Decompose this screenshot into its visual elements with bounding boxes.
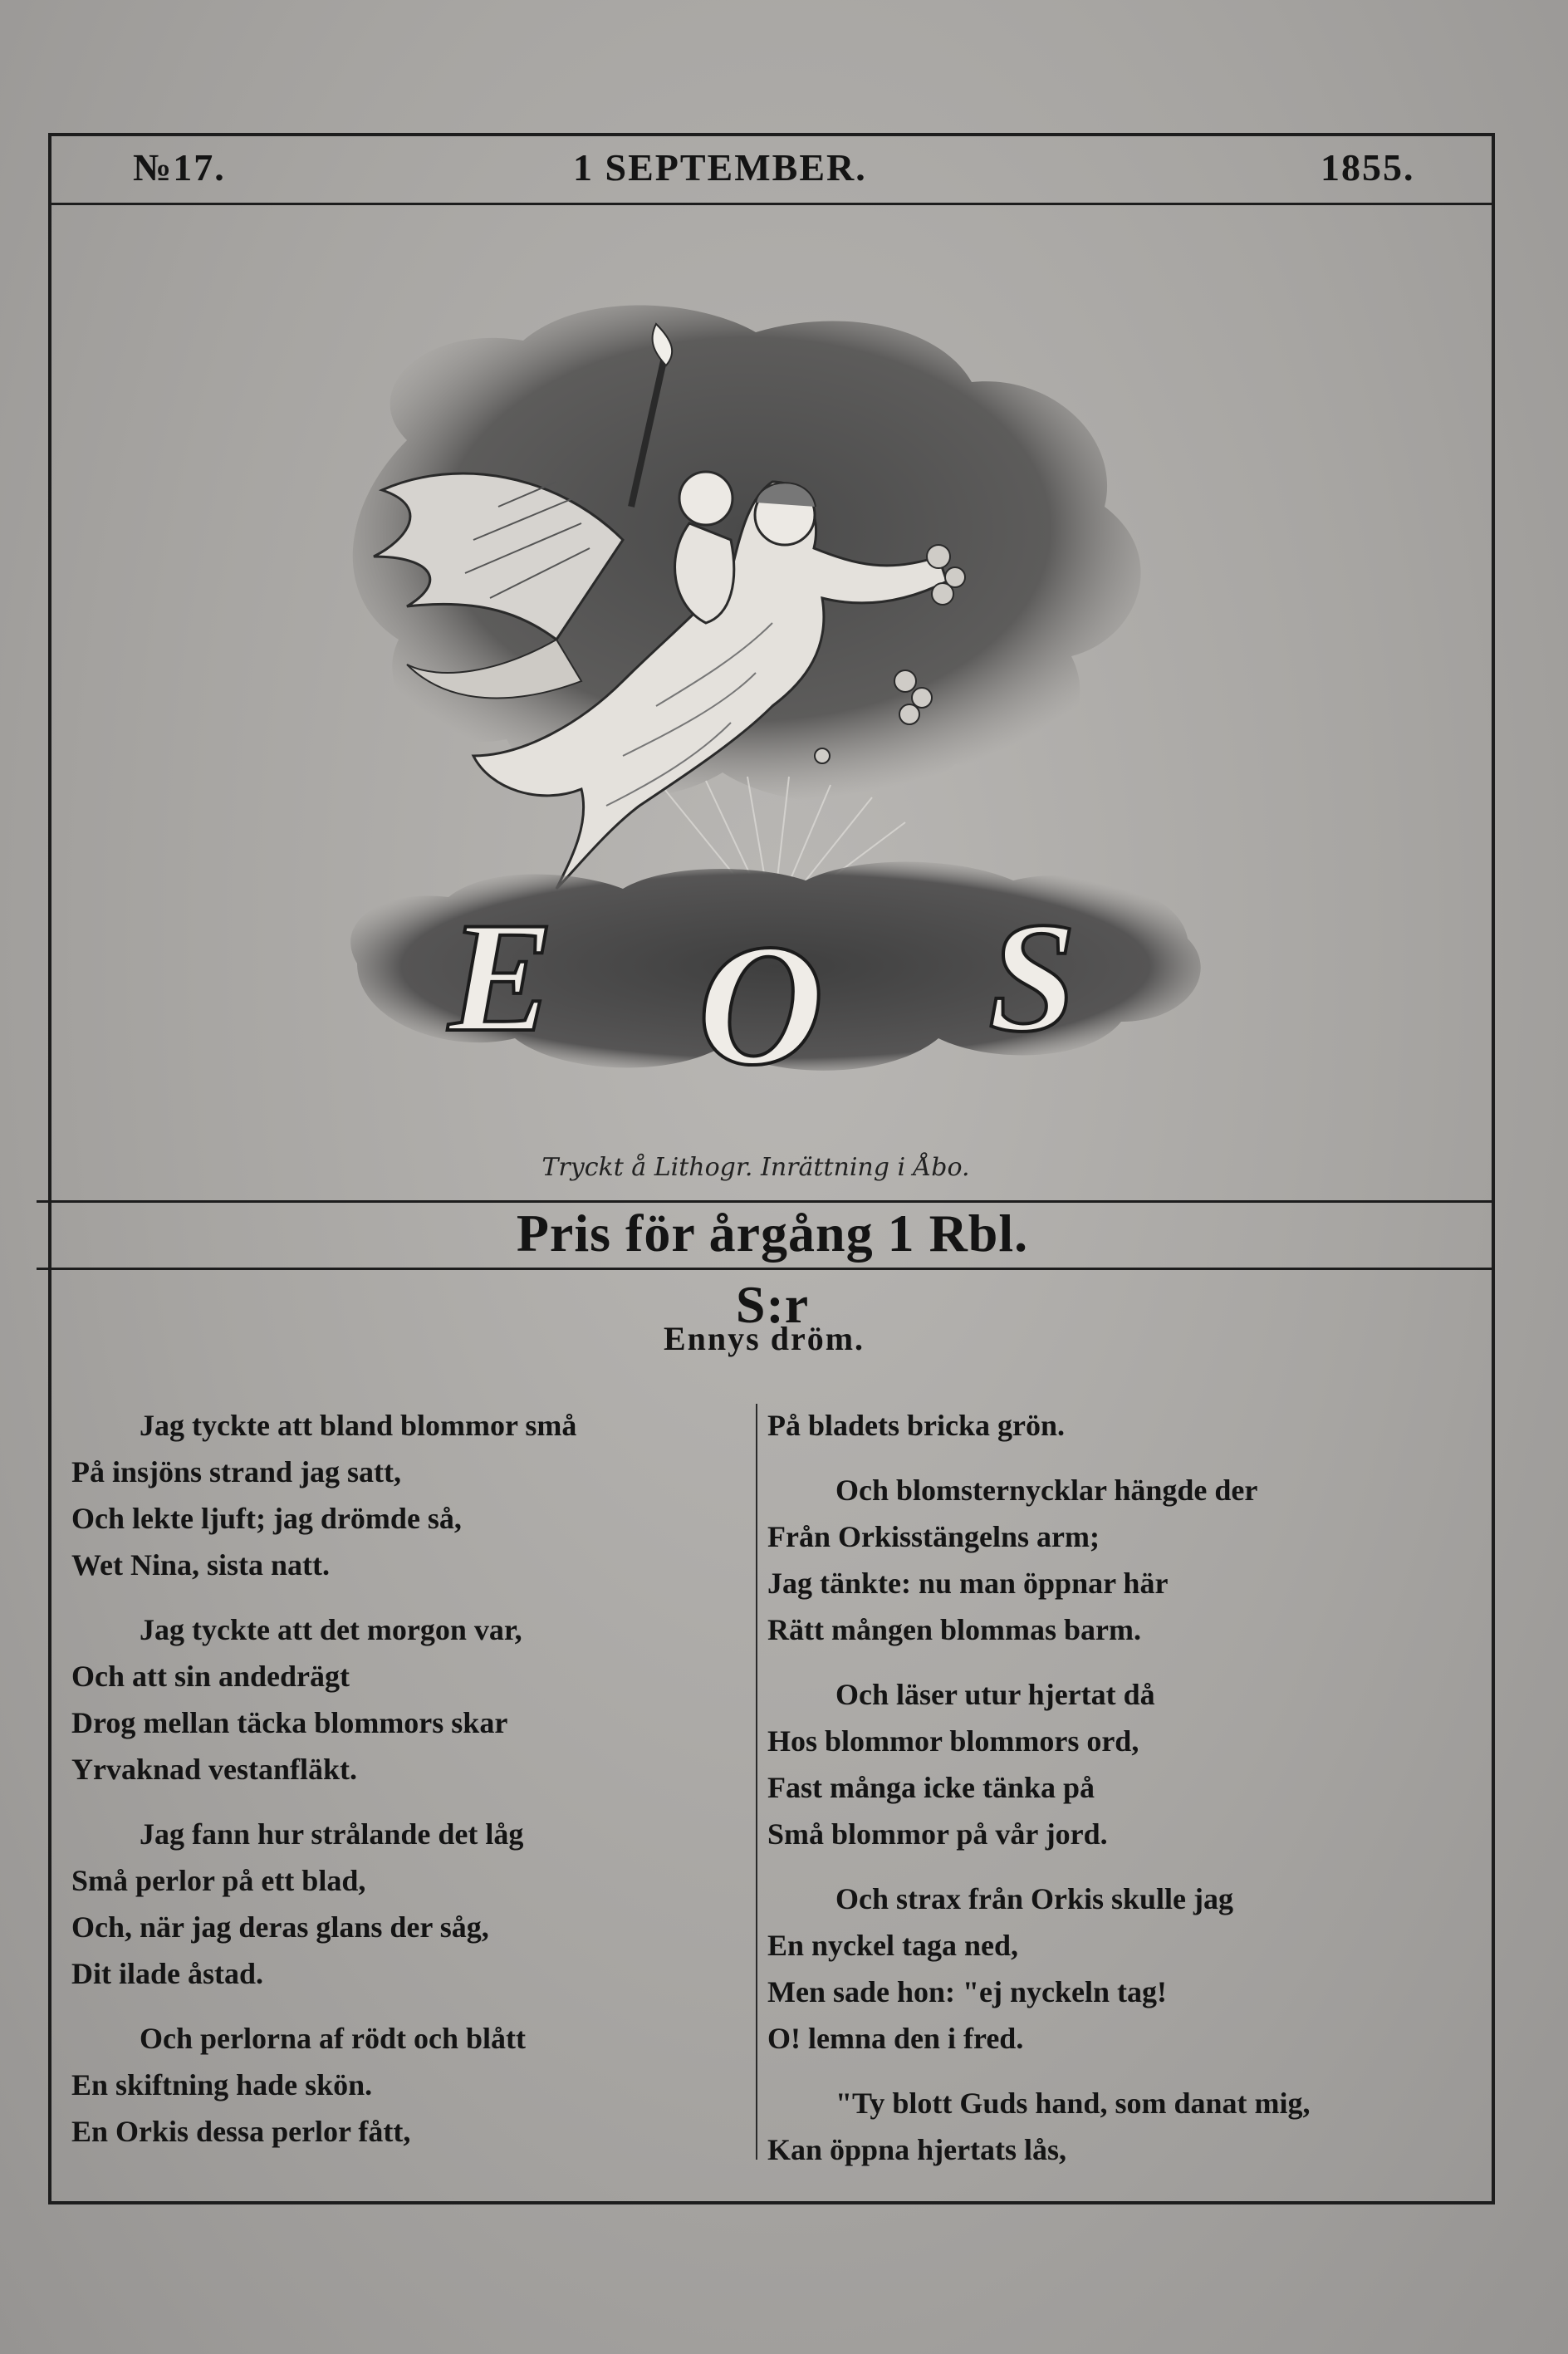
poem-line: Och strax från Orkis skulle jag xyxy=(835,1882,1234,1915)
poem-line: Och att sin andedrägt xyxy=(71,1660,350,1693)
stanza xyxy=(71,1402,736,1588)
issue-date: 1 SEPTEMBER. xyxy=(573,146,867,189)
poem-line: Jag tänkte: nu man öppnar här xyxy=(767,1567,1169,1600)
stanza xyxy=(767,2080,1482,2173)
poem-line: "Ty blott Guds hand, som danat mig, xyxy=(835,2087,1311,2120)
column-divider xyxy=(756,1404,757,2160)
svg-text:S: S xyxy=(988,890,1076,1065)
poem-line: Och lekte ljuft; jag drömde så, xyxy=(71,1502,462,1535)
poem-line: En Orkis dessa perlor fått, xyxy=(71,2115,411,2148)
poem-line: Hos blommor blommors ord, xyxy=(767,1724,1139,1758)
price-rule-bottom xyxy=(37,1268,1495,1270)
poem-line: Och perlorna af rödt och blått xyxy=(140,2022,526,2055)
stanza xyxy=(767,1402,1482,1449)
lithographer-credit: Tryckt å Lithogr. Inrättning i Åbo. xyxy=(541,1153,970,1182)
stanza xyxy=(71,2015,736,2155)
poem-column-left xyxy=(71,1402,736,2173)
poem-line: O! lemna den i fred. xyxy=(767,2022,1024,2055)
poem-line: Och blomsternycklar hängde der xyxy=(835,1474,1258,1507)
poem-line: Dit ilade åstad. xyxy=(71,1957,264,1990)
poem-line: Rätt mången blommas barm. xyxy=(767,1613,1141,1646)
poem-line: Jag tyckte att bland blommor små xyxy=(140,1409,577,1442)
poem-line: På insjöns strand jag satt, xyxy=(71,1455,402,1488)
poem-line: Och, när jag deras glans der såg, xyxy=(71,1910,489,1944)
poem-line: Små perlor på ett blad, xyxy=(71,1864,366,1897)
poem-line: På bladets bricka grön. xyxy=(767,1409,1066,1442)
stanza xyxy=(767,1671,1482,1857)
poem-column-right xyxy=(767,1402,1482,2191)
poem-line: Från Orkisstängelns arm; xyxy=(767,1520,1100,1553)
header-divider xyxy=(48,203,1495,205)
subscription-price: Pris för årgång 1 Rbl. S:r xyxy=(516,1204,1029,1334)
issue-year: 1855. xyxy=(1321,146,1415,189)
poem-line: Jag tyckte att det morgon var, xyxy=(140,1613,522,1646)
poem-line: Men sade hon: "ej nyckeln tag! xyxy=(767,1975,1167,2008)
poem-line: Och läser utur hjertat då xyxy=(835,1678,1155,1711)
poem-line: Fast många icke tänka på xyxy=(767,1771,1095,1804)
poem-title: Ennys dröm. xyxy=(663,1320,865,1357)
stanza xyxy=(767,1467,1482,1653)
issue-number: №17. xyxy=(133,146,226,189)
poem-line: Kan öppna hjertats lås, xyxy=(767,2133,1067,2166)
eos-masthead-illustration xyxy=(307,291,1262,1138)
svg-text:O: O xyxy=(698,909,824,1101)
poem-line: En skiftning hade skön. xyxy=(71,2068,373,2101)
poem-line: Små blommor på vår jord. xyxy=(767,1817,1108,1851)
stanza xyxy=(71,1811,736,1997)
poem-line: En nyckel taga ned, xyxy=(767,1929,1019,1962)
stanza xyxy=(71,1606,736,1792)
stanza xyxy=(767,1876,1482,2062)
svg-text:E: E xyxy=(448,890,554,1065)
cherub-head xyxy=(679,472,733,525)
poem-line: Jag fann hur strålande det låg xyxy=(140,1817,524,1851)
poem-line: Drog mellan täcka blommors skar xyxy=(71,1706,508,1739)
poem-line: Wet Nina, sista natt. xyxy=(71,1548,331,1582)
poem-line: Yrvaknad vestanfläkt. xyxy=(71,1753,358,1786)
